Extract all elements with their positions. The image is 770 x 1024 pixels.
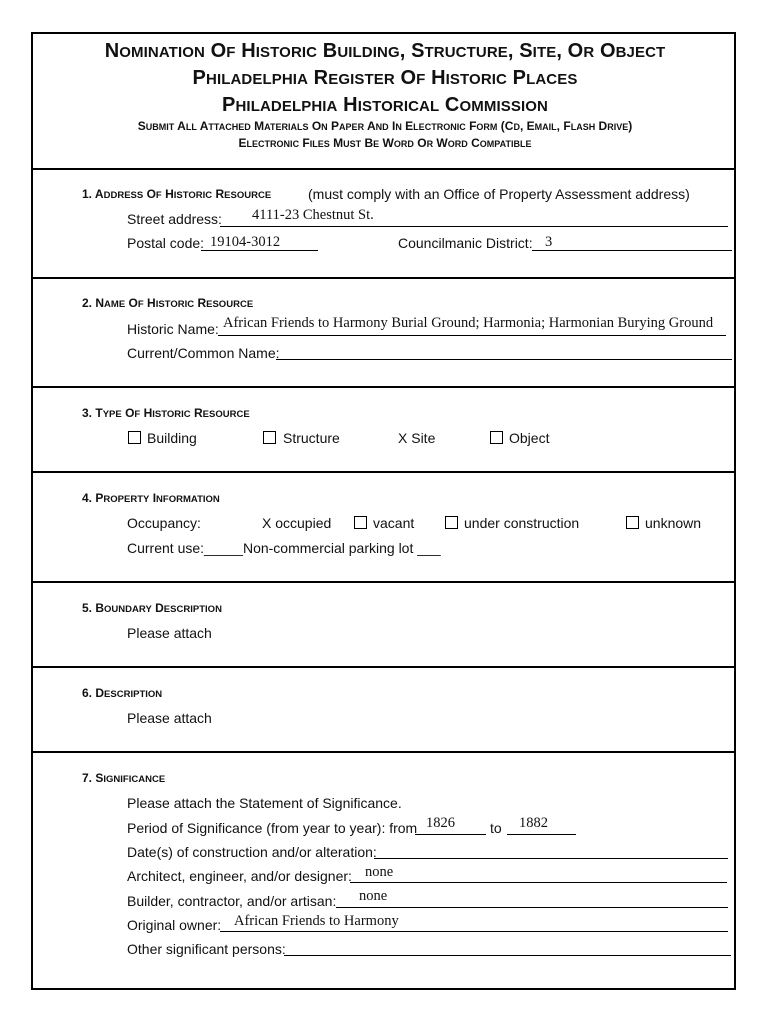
section-divider <box>33 581 734 583</box>
street-address-label: Street address: <box>127 211 222 227</box>
other-persons-label: Other significant persons: <box>127 941 286 957</box>
section7-heading <box>82 771 165 785</box>
original-owner-value[interactable]: African Friends to Harmony <box>234 913 399 929</box>
form-title-line3: PHILADELPHIA HISTORICAL COMMISSION <box>222 94 548 116</box>
postal-code-value[interactable]: 19104-3012 <box>210 234 281 250</box>
site-option-checked[interactable]: X Site <box>398 430 436 446</box>
original-owner-label: Original owner: <box>127 917 222 933</box>
historic-name-value[interactable]: African Friends to Harmony Burial Ground; Harmonia; Harmonian Burying Ground <box>223 315 714 331</box>
under-construction-option-label: under construction <box>464 515 580 531</box>
section6-heading <box>82 686 162 700</box>
vacant-option-label: vacant <box>373 515 415 531</box>
boundary-description-instruction: Please attach <box>127 625 212 641</box>
section3-title: TYPE OF HISTORIC RESOURCE <box>95 406 250 420</box>
occupancy-label: Occupancy: <box>127 515 201 531</box>
form-subtitle-line2: ELECTRONIC FILES MUST BE WORD OR WORD COMPATIBLE <box>238 136 532 150</box>
architect-line <box>350 882 727 883</box>
common-name-line <box>276 359 732 360</box>
structure-option-label: Structure <box>283 430 340 446</box>
councilmanic-district-value[interactable]: 3 <box>545 234 553 250</box>
postal-code-label: Postal code: <box>127 235 205 251</box>
builder-label: Builder, contractor, and/or artisan: <box>127 893 337 909</box>
occupied-option-checked[interactable]: X occupied <box>262 515 332 531</box>
building-option-label: Building <box>147 430 197 446</box>
section5-number: 5. <box>82 601 93 615</box>
section3-heading <box>82 406 250 420</box>
section-divider <box>33 277 734 279</box>
section1-title: ADDRESS OF HISTORIC RESOURCE <box>94 187 272 201</box>
construction-dates-label: Date(s) of construction and/or alteration: <box>127 844 377 860</box>
section-divider <box>33 471 734 473</box>
section-divider <box>33 168 734 170</box>
unknown-checkbox[interactable] <box>626 516 639 529</box>
section1-number: 1. <box>82 187 93 201</box>
section4-title: PROPERTY INFORMATION <box>95 491 220 505</box>
section4-number: 4. <box>82 491 93 505</box>
section6-number: 6. <box>82 686 93 700</box>
councilmanic-district-label: Councilmanic District: <box>398 235 533 251</box>
original-owner-line <box>220 931 728 932</box>
section2-heading <box>82 296 253 310</box>
under-construction-checkbox[interactable] <box>445 516 458 529</box>
significance-instruction: Please attach the Statement of Significance. <box>127 795 402 811</box>
section-divider <box>33 386 734 388</box>
period-to-label: to <box>490 820 502 836</box>
architect-label: Architect, engineer, and/or designer: <box>127 868 352 884</box>
construction-dates-line <box>374 858 728 859</box>
section-divider <box>33 666 734 668</box>
building-checkbox[interactable] <box>128 431 141 444</box>
section5-heading <box>82 601 222 615</box>
common-name-label: Current/Common Name: <box>127 345 280 361</box>
street-address-line <box>220 226 728 227</box>
form-subtitle-line1: SUBMIT ALL ATTACHED MATERIALS ON PAPER AND IN ELECTRONIC FORM (CD, EMAIL, FLASH DRIVE) <box>137 119 633 133</box>
section2-title: NAME OF HISTORIC RESOURCE <box>95 296 254 310</box>
street-address-value[interactable]: 4111-23 Chestnut St. <box>252 207 374 223</box>
period-to-value[interactable]: 1882 <box>519 815 548 831</box>
builder-line <box>336 907 728 908</box>
unknown-option-label: unknown <box>645 515 702 531</box>
historic-name-label: Historic Name: <box>127 321 219 337</box>
section4-heading <box>82 491 220 505</box>
section7-title: SIGNIFICANCE <box>95 771 166 785</box>
object-option-label: Object <box>509 430 550 446</box>
other-persons-line <box>284 955 731 956</box>
period-from-value[interactable]: 1826 <box>426 815 455 831</box>
section3-number: 3. <box>82 406 93 420</box>
section1-note: (must comply with an Office of Property Assessment address) <box>308 186 690 202</box>
section6-title: DESCRIPTION <box>95 686 163 700</box>
object-checkbox[interactable] <box>490 431 503 444</box>
section-divider <box>33 751 734 753</box>
structure-checkbox[interactable] <box>263 431 276 444</box>
period-to-line <box>507 834 576 835</box>
period-from-line <box>415 834 486 835</box>
architect-value[interactable]: none <box>365 864 394 880</box>
form-title-line1: NOMINATION OF HISTORIC BUILDING, STRUCTURE, SITE, OR OBJECT <box>104 40 666 62</box>
period-of-significance-label: Period of Significance (from year to year): from <box>127 820 418 836</box>
form-title-line2: PHILADELPHIA REGISTER OF HISTORIC PLACES <box>192 67 578 89</box>
description-instruction: Please attach <box>127 710 212 726</box>
vacant-checkbox[interactable] <box>354 516 367 529</box>
section1-heading <box>82 187 271 201</box>
historic-name-line <box>218 335 726 336</box>
section7-number: 7. <box>82 771 93 785</box>
councilmanic-district-line <box>532 250 732 251</box>
section5-title: BOUNDARY DESCRIPTION <box>95 601 222 615</box>
current-use-field[interactable]: Current use:_____Non-commercial parking lot ___ <box>127 540 441 556</box>
builder-value[interactable]: none <box>359 888 388 904</box>
section2-number: 2. <box>82 296 93 310</box>
